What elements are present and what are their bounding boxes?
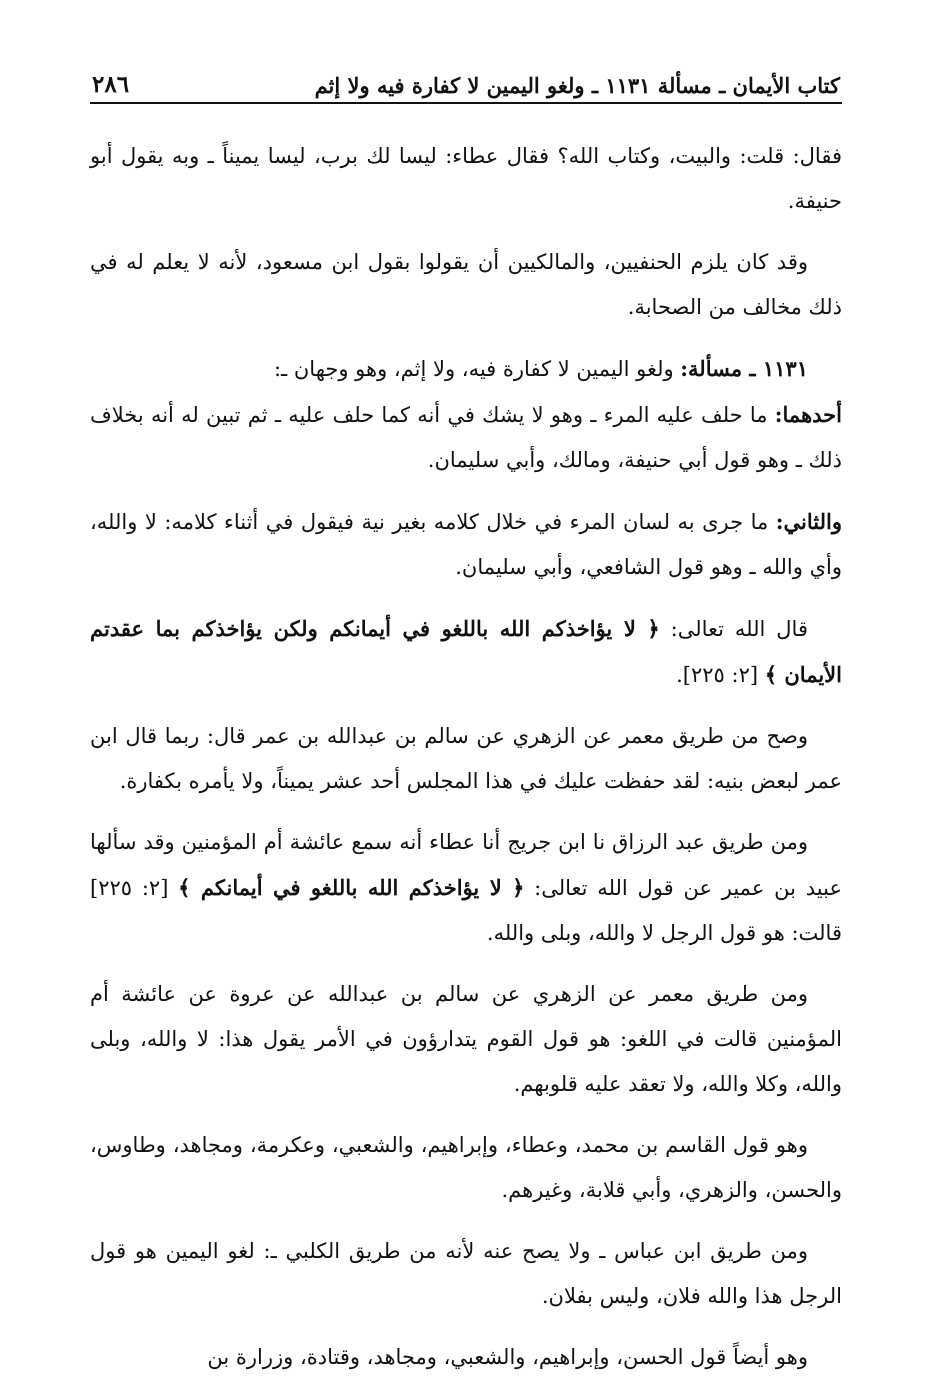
paragraph-1: فقال: قلت: والبيت، وكتاب الله؟ فقال عطاء: ليسا لك برب، ليسا يميناً ـ وبه يقول أبو حنيفة. [90,144,842,213]
issue-text: ولغو اليمين لا كفارة فيه، ولا إثم، وهو وجهان ـ: [273,357,681,381]
running-header [90,52,842,104]
paragraph-2: وقد كان يلزم الحنفيين، والمالكيين أن يقولوا بقول ابن مسعود، لأنه لا يعلم له في ذلك مخالف من الصحابة. [90,250,842,319]
verse-intro: قال الله تعالى: [659,617,808,641]
paragraph-8 [90,820,842,956]
verse-reference: [٢: ٢٢٥]. [676,663,765,687]
paragraph-11: ومن طريق ابن عباس ـ ولا يصح عنه لأنه من طريق الكلبي ـ: لغو اليمين هو قول الرجل هذا والله فلان، وليس بفلان. [90,1239,842,1308]
first-view-label: أحدهما: [774,402,842,427]
second-view-text: ما جرى به لسان المرء في خلال كلامه بغير نية فيقول في أثناء كلامه: لا والله، وأي والله ـ وهو قول الشافعي، وأبي سليمان. [90,510,842,579]
paragraph-first-view [90,392,842,483]
book-page [90,52,842,1396]
issue-heading [90,346,842,392]
paragraph-9: ومن طريق معمر عن الزهري عن سالم بن عبدالله عن عروة عن عائشة أم المؤمنين قالت في اللغو: هو قول القوم يتدارؤون في الأمر يقول هذا: لا والله، وبلى والله، وكلا والله، ولا تعقد عليه قلوبهم. [90,982,843,1096]
issue-number: ١١٣١ ـ مسألة: [680,356,808,381]
second-view-label: والثاني: [775,509,842,534]
page-body [90,134,842,1380]
quran-verse: ﴿ لا يؤاخذكم الله باللغو في أيمانكم ولكن يؤاخذكم بما عقدتم الأيمان ﴾ [90,616,842,687]
quran-verse-2: ﴿ لا يؤاخذكم الله باللغو في أيمانكم ﴾ [178,875,525,900]
p8-rest: [٢: ٢٢٥] قالت: هو قول الرجل لا والله، وبلى والله. [90,876,842,945]
page-number: ٢٨٦ [92,71,130,98]
p8-intro: ومن طريق عبد الرزاق نا ابن جريج أنا عطاء أنه سمع عائشة أم المؤمنين وقد سألها عبيد بن عمير عن قول الله تعالى: [90,830,842,900]
paragraph-12: وهو أيضاً قول الحسن، وإبراهيم، والشعبي، ومجاهد، وقتادة، وزرارة بن [207,1345,808,1369]
paragraph-quran-verse [90,606,842,698]
paragraph-10: وهو قول القاسم بن محمد، وعطاء، وإبراهيم، والشعبي، وعكرمة، ومجاهد، وطاوس، والحسن، والزهري، وأبي قلابة، وغيرهم. [90,1133,842,1202]
paragraph-second-view [90,499,842,590]
paragraph-7: وصح من طريق معمر عن الزهري عن سالم بن عبدالله بن عمر قال: ربما قال ابن عمر لبعض بنيه: لقد حفظت عليك في هذا المجلس أحد عشر يميناً، ولا يأمره بكفارة. [90,724,842,793]
header-title: كتاب الأيمان ـ مسألة ١١٣١ ـ ولغو اليمين لا كفارة فيه ولا إثم [314,73,840,98]
first-view-text: ما حلف عليه المرء ـ وهو لا يشك في أنه كما حلف عليه ـ ثم تبين له أنه بخلاف ذلك ـ وهو قول أبي حنيفة، ومالك، وأبي سليمان. [90,403,842,472]
